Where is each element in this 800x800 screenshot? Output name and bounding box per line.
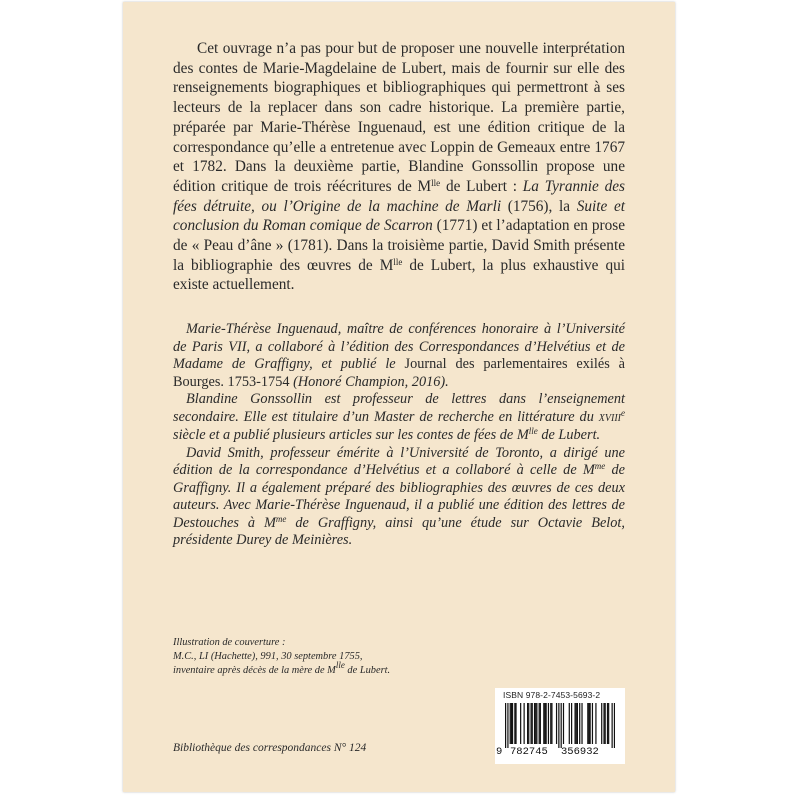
barcode-bar <box>556 703 557 744</box>
barcode-bar <box>544 703 545 744</box>
bio-text: Blandine Gonssollin est professeur de lettres dans l’enseignement secondaire. Elle est titulaire d’un Master de recherche en littérature du <box>173 391 625 425</box>
barcode-bar <box>612 703 613 748</box>
summary-paragraph <box>173 39 625 295</box>
barcode-bar <box>595 703 596 744</box>
summary-text: (1756), la <box>501 197 577 215</box>
superscript: lle <box>431 177 441 188</box>
barcode-bar <box>608 703 609 744</box>
barcode-bar <box>603 703 604 744</box>
barcode-digit-group: 356932 <box>561 746 599 758</box>
barcode-bar <box>563 703 564 744</box>
barcode-bar <box>592 703 593 744</box>
credit-text: inventaire après décès de la mère de M <box>173 665 336 676</box>
summary-text: (1771) et l’adaptation en prose de « Peau d’âne » (1781). Dans la troisième partie, David Smith présente la bibliographie des œuvres de M <box>173 217 625 274</box>
barcode-bar <box>532 703 533 744</box>
barcode-bar <box>614 703 615 748</box>
bio-text: Marie-Thérèse Inguenaud, maître de conférences honoraire à l’Université de Paris VII, a collaboré à l’édition des Correspondances d’Helvétius et de Madame de Graffigny, et publié le <box>173 321 625 372</box>
barcode-bar <box>548 703 549 744</box>
barcode-bar <box>574 703 575 744</box>
barcode-bar <box>607 703 608 744</box>
superscript: me <box>275 513 287 524</box>
journal-title: Journal des parlementaires exilés à Bourges. 1753-1754 <box>173 356 625 390</box>
author-bios <box>173 321 625 550</box>
barcode-bar <box>579 703 580 744</box>
barcode-bar <box>512 703 513 744</box>
barcode-bar <box>588 703 589 744</box>
summary-text: de Lubert : <box>440 177 523 195</box>
barcode-bar <box>534 703 535 744</box>
barcode-bar <box>507 703 508 748</box>
credit-line: Illustration de couverture : <box>173 637 286 648</box>
bio-text: siècle et a publié plusieurs articles sur les contes de fées de M <box>173 427 529 443</box>
cover-illustration-credit <box>173 636 433 678</box>
barcode-bar <box>558 703 559 748</box>
bio-text: de Graffigny, ainsi qu’une étude sur Octavie Belot, présidente Durey de Meinières. <box>173 514 625 548</box>
isbn-label: ISBN 978-2-7453-5693-2 <box>503 690 601 700</box>
barcode-bar <box>510 703 511 744</box>
barcode-bar <box>514 703 515 744</box>
barcode-bar <box>530 703 531 744</box>
book-back-cover <box>123 2 675 792</box>
barcode-bar <box>511 703 512 744</box>
century-numeral: XVIII <box>598 412 621 424</box>
barcode-bar <box>590 703 591 744</box>
credit-line <box>173 660 433 678</box>
barcode-bar <box>539 703 540 744</box>
superscript: me <box>594 461 606 471</box>
bio-inguenaud <box>173 321 625 391</box>
barcode-bar <box>561 703 562 748</box>
barcode-bar <box>527 703 528 744</box>
barcode-bar <box>505 703 506 748</box>
barcode-bar <box>543 703 544 744</box>
bio-text: (Honoré Champion, 2016). <box>289 373 449 390</box>
barcode-bar <box>571 703 572 744</box>
barcode-bar <box>581 703 582 744</box>
isbn-barcode <box>495 688 625 764</box>
summary-text: de Lubert, la plus exhaustive qui existe actuellement. <box>173 256 625 294</box>
barcode-digit-group: 782745 <box>510 746 548 758</box>
barcode-bar <box>540 703 541 744</box>
barcode-bar <box>587 703 588 744</box>
bio-gonssollin <box>173 391 625 445</box>
summary-text: Cet ouvrage n’a pas pour but de proposer une nouvelle interprétation des contes de Marie-Magdelaine de Lubert, mais de fournir sur elle des renseignements biographiques et bibliographiques qui permettront à ses lecteurs de la replacer dans son cadre historique. La première partie, préparée par Marie-Thérèse Inguenaud, est une édition critique de la correspondance qu’elle a entretenue avec Loppin de Gemeaux entre 1767 et 1782. Dans la deuxième partie, Blandine Gonssollin propose une édition critique de trois réécritures de M <box>173 40 625 195</box>
bio-text: de Lubert. <box>537 427 601 443</box>
barcode-bar <box>605 703 606 744</box>
barcode-lead-digit: 9 <box>496 746 503 758</box>
barcode-bar <box>535 703 536 744</box>
barcode-bar <box>576 703 577 744</box>
bio-smith <box>173 445 625 550</box>
barcode-bar <box>569 703 570 744</box>
series-title: Bibliothèque des correspondances N° 124 <box>173 742 367 754</box>
barcode-bar <box>528 703 529 744</box>
superscript: lle <box>335 660 345 670</box>
credit-text: de Lubert. <box>344 665 391 676</box>
credit-line: M.C., LI (Hachette), 991, 30 septembre 1755, <box>173 651 363 662</box>
barcode-bar <box>536 703 537 744</box>
work-title: Suite et conclusion du Roman comique de Scarron <box>173 197 625 235</box>
barcode-bar <box>551 703 552 744</box>
barcode-bar <box>515 703 516 744</box>
bio-text: David Smith, professeur émérite à l’Université de Toronto, a dirigé une édition de la correspondance d’Helvétius et a collaboré à celle de M <box>173 444 625 478</box>
barcode-bars <box>505 703 615 748</box>
superscript: e <box>621 407 625 418</box>
superscript: lle <box>528 426 538 436</box>
superscript: lle <box>393 256 403 267</box>
barcode-bar <box>601 703 602 744</box>
bio-text: de Graffigny. Il a également préparé des bibliographies des œuvres de ces deux auteurs. Avec Marie-Thérèse Inguenaud, il a publié une édition des lettres de Destouches à M <box>173 462 625 531</box>
barcode-bar <box>520 703 521 744</box>
barcode-bar <box>577 703 578 744</box>
work-title: La Tyrannie des fées détruite, ou l’Origine de la machine de Marli <box>173 177 626 215</box>
barcode-bar <box>524 703 525 744</box>
barcode-bar <box>550 703 551 744</box>
barcode-bar <box>546 703 547 744</box>
